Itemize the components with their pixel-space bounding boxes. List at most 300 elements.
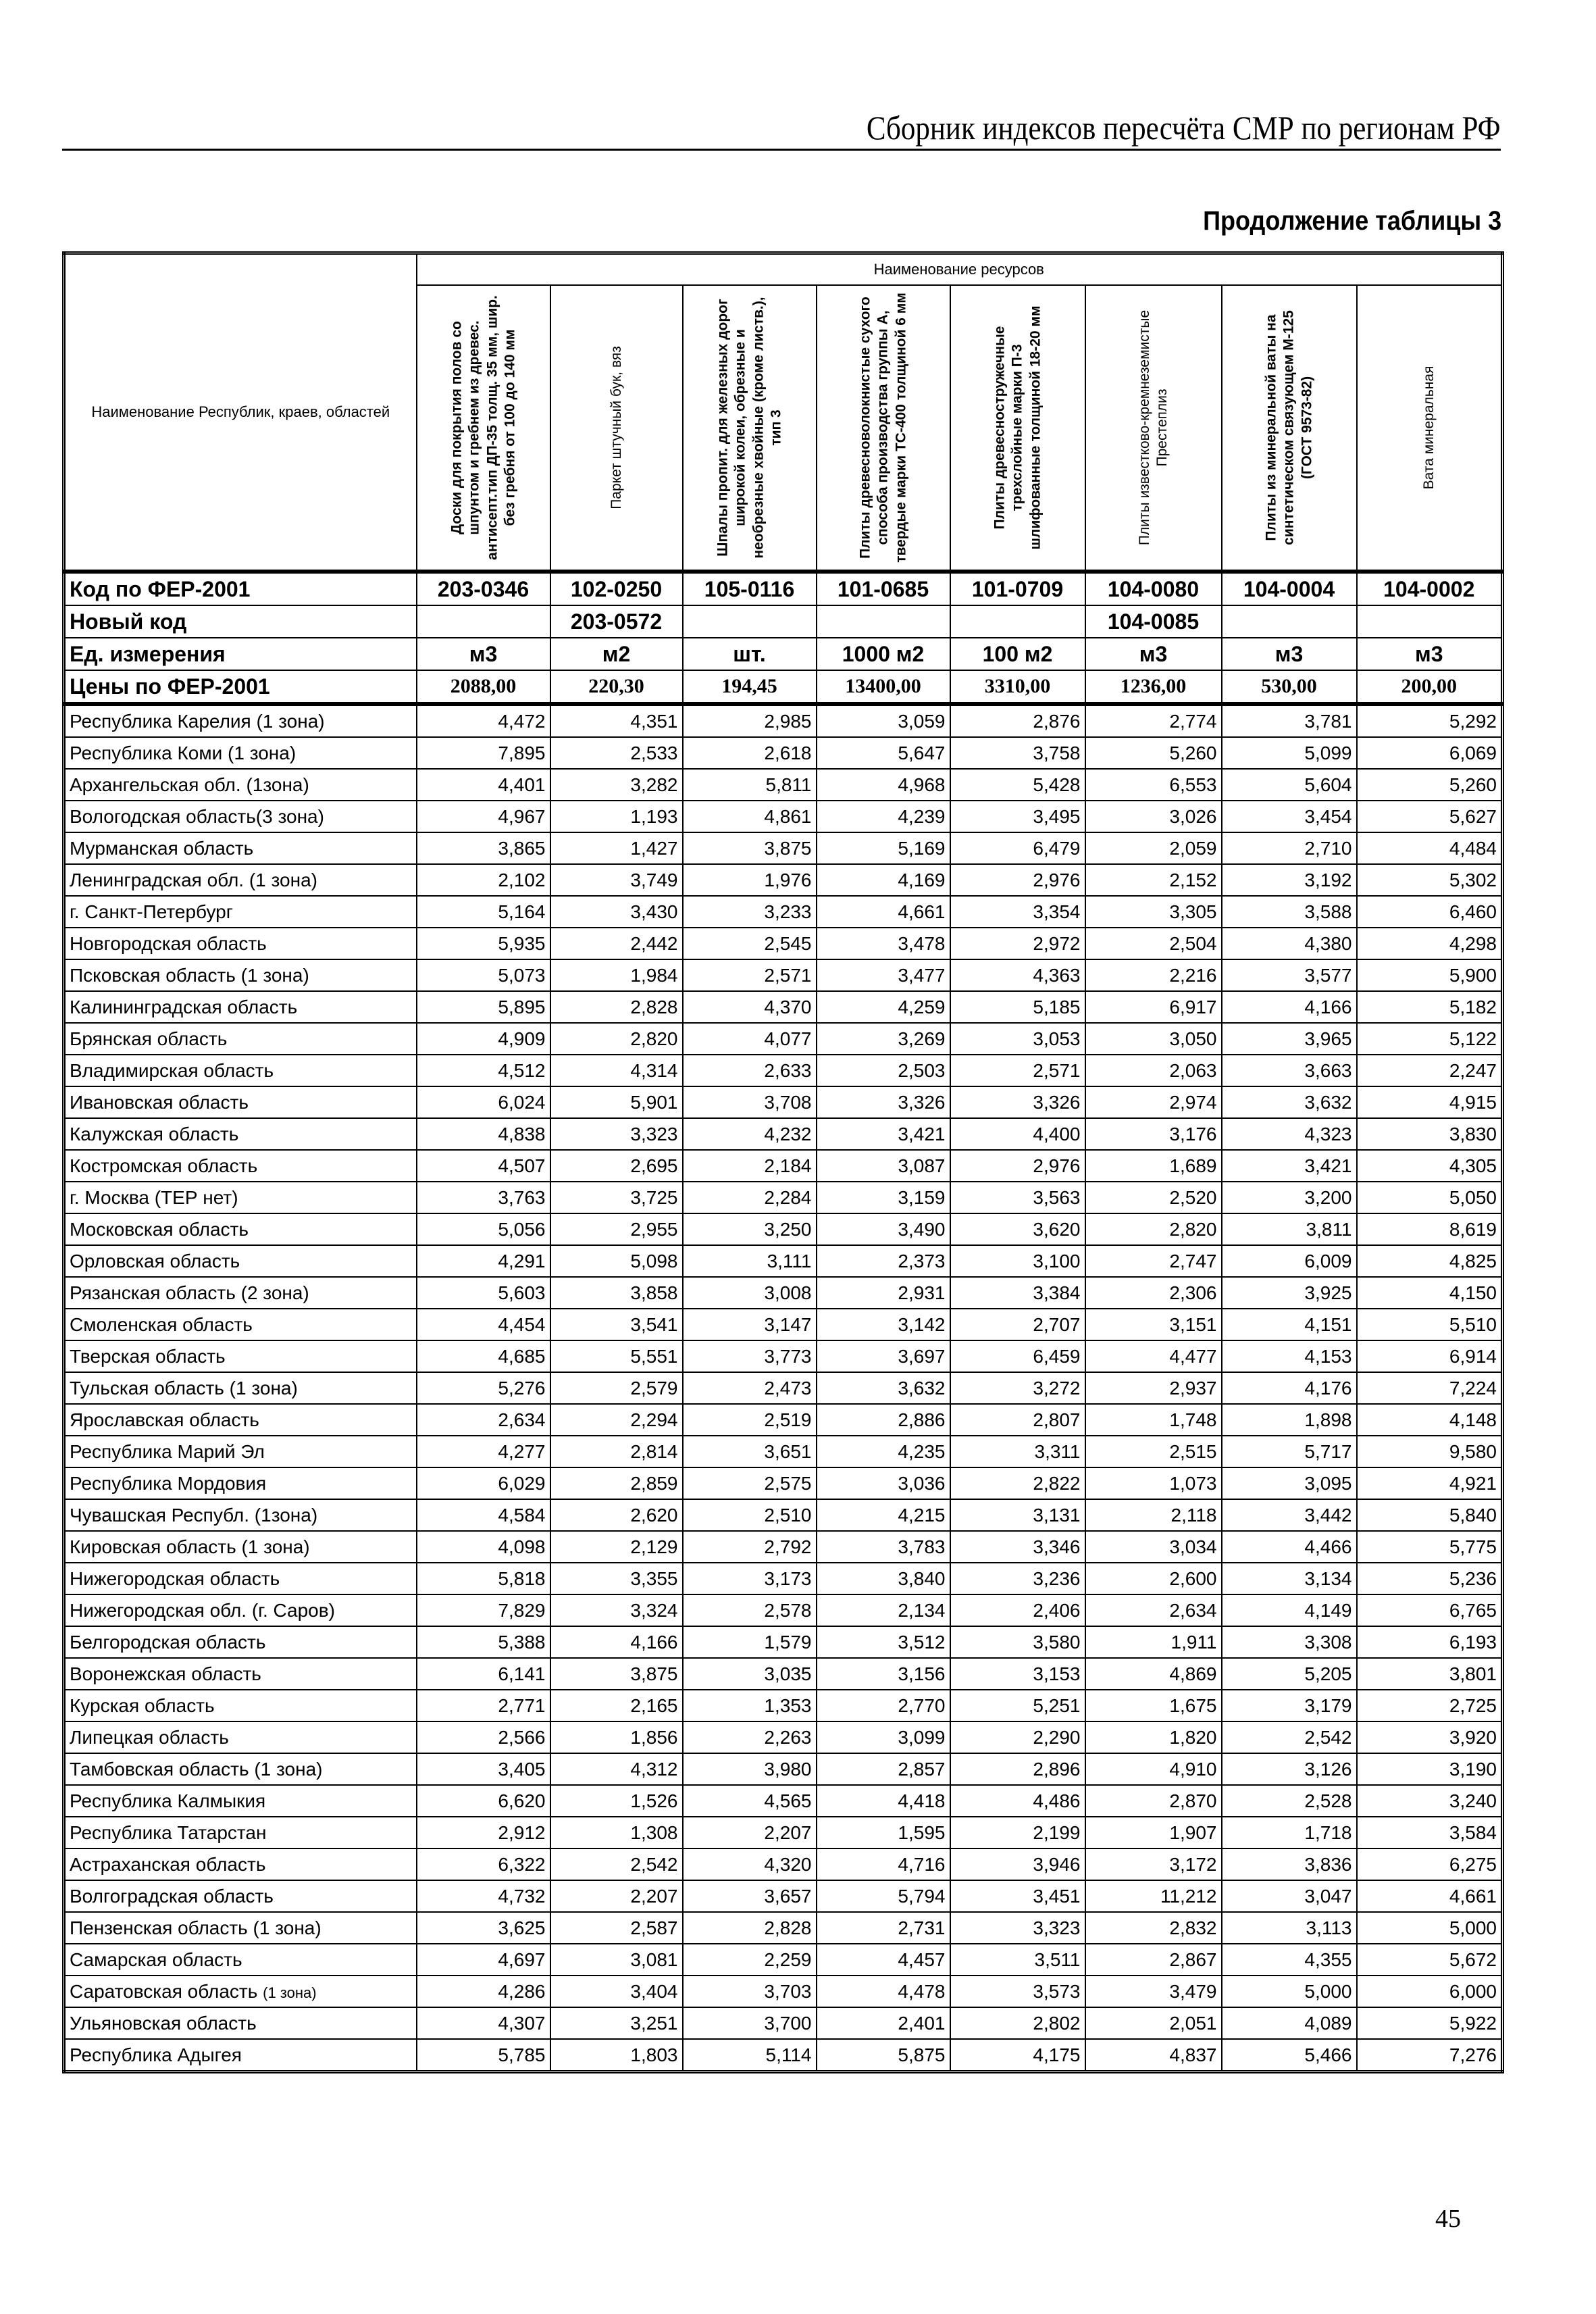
table-row (64, 1976, 1503, 2007)
region-name: Владимирская область (70, 1059, 274, 1081)
index-value-cell: 5,840 (1357, 1499, 1503, 1531)
index-value-cell: 6,193 (1357, 1626, 1503, 1658)
index-value-cell: 3,236 (950, 1563, 1085, 1594)
index-value-cell: 2,504 (1085, 928, 1222, 959)
table-row (64, 1309, 1503, 1340)
index-value-cell: 2,634 (417, 1404, 550, 1436)
index-value-cell: 5,811 (683, 769, 817, 801)
resource-column-label: Паркет штучный бук, вяз (608, 346, 624, 509)
region-name-cell (64, 1976, 417, 2007)
index-value-cell: 4,486 (950, 1785, 1085, 1817)
index-value-cell: 2,290 (950, 1721, 1085, 1753)
index-value-cell: 3,324 (550, 1594, 683, 1626)
index-value-cell: 2,216 (1085, 959, 1222, 991)
index-value-cell: 3,008 (683, 1277, 817, 1309)
table-row (64, 769, 1503, 801)
index-value-cell: 3,240 (1357, 1785, 1503, 1817)
index-value-cell: 4,149 (1222, 1594, 1357, 1626)
index-value-cell: 5,900 (1357, 959, 1503, 991)
index-value-cell: 2,059 (1085, 832, 1222, 864)
region-name: Республика Коми (1 зона) (70, 742, 297, 763)
index-value-cell: 4,166 (1222, 991, 1357, 1023)
index-value-cell: 2,857 (817, 1753, 950, 1785)
index-value-cell: 6,141 (417, 1658, 550, 1690)
index-value-cell: 3,059 (817, 704, 950, 737)
index-value-cell: 3,703 (683, 1976, 817, 2007)
index-value-cell: 3,099 (817, 1721, 950, 1753)
index-value-cell: 4,380 (1222, 928, 1357, 959)
region-name-cell (64, 1436, 417, 1467)
region-name: Московская область (70, 1218, 249, 1240)
index-value-cell: 5,901 (550, 1086, 683, 1118)
region-name-cell (64, 1213, 417, 1245)
index-value-cell: 4,323 (1222, 1118, 1357, 1150)
index-value-cell: 3,625 (417, 1912, 550, 1944)
index-value-cell: 2,802 (950, 2007, 1085, 2039)
index-value-cell: 4,454 (417, 1309, 550, 1340)
index-value-cell: 5,050 (1357, 1182, 1503, 1213)
index-value-cell: 5,302 (1357, 864, 1503, 896)
table-row (64, 1944, 1503, 1976)
index-value-cell: 5,205 (1222, 1658, 1357, 1690)
index-value-cell: 1,595 (817, 1817, 950, 1848)
index-value-cell: 4,861 (683, 801, 817, 832)
index-value-cell: 2,134 (817, 1594, 950, 1626)
index-value-cell: 3,421 (817, 1118, 950, 1150)
region-name: Новгородская область (70, 932, 267, 954)
index-value-cell: 3,151 (1085, 1309, 1222, 1340)
meta-value: 102-0250 (550, 572, 683, 605)
index-value-cell: 1,898 (1222, 1404, 1357, 1436)
meta-value (1357, 605, 1503, 638)
page-header-title: Сборник индексов пересчёта СМР по регионам РФ (867, 109, 1501, 147)
index-value-cell: 2,199 (950, 1817, 1085, 1848)
index-value-cell: 5,000 (1222, 1976, 1357, 2007)
index-value-cell: 3,384 (950, 1277, 1085, 1309)
region-name-cell (64, 1785, 417, 1817)
index-value-cell: 3,580 (950, 1626, 1085, 1658)
region-name: Ульяновская область (70, 2012, 257, 2034)
index-value-cell: 2,566 (417, 1721, 550, 1753)
meta-value: 1000 м2 (817, 638, 950, 670)
index-value-cell: 3,053 (950, 1023, 1085, 1055)
index-value-cell: 2,820 (550, 1023, 683, 1055)
index-value-cell: 3,783 (817, 1531, 950, 1563)
region-name-cell (64, 1721, 417, 1753)
resource-column-label: Шпалы пропит. для железных дорог широкой колеи, обрезные и необрезные хвойные (кроме листв.), тип 3 (715, 297, 783, 559)
region-zone-suffix: (1 зона) (263, 1984, 317, 2001)
index-value-cell: 4,232 (683, 1118, 817, 1150)
index-value-cell: 2,306 (1085, 1277, 1222, 1309)
index-value-cell: 2,985 (683, 704, 817, 737)
index-value-cell: 3,773 (683, 1340, 817, 1372)
index-value-cell: 3,305 (1085, 896, 1222, 928)
meta-value: 1236,00 (1085, 670, 1222, 704)
index-value-cell: 5,647 (817, 737, 950, 769)
table-row (64, 864, 1503, 896)
index-value-cell: 4,370 (683, 991, 817, 1023)
meta-value: м3 (1357, 638, 1503, 670)
index-value-cell: 3,173 (683, 1563, 817, 1594)
index-value-cell: 2,571 (950, 1055, 1085, 1086)
index-value-cell: 4,697 (417, 1944, 550, 1976)
index-value-cell: 3,478 (817, 928, 950, 959)
index-value-cell: 6,322 (417, 1848, 550, 1880)
index-value-cell: 4,457 (817, 1944, 950, 1976)
meta-value: 104-0002 (1357, 572, 1503, 605)
index-value-cell: 3,111 (683, 1245, 817, 1277)
index-value-cell: 5,775 (1357, 1531, 1503, 1563)
index-value-cell: 1,193 (550, 801, 683, 832)
index-value-cell: 3,156 (817, 1658, 950, 1690)
region-name-cell (64, 1404, 417, 1436)
resource-column-header (417, 285, 550, 572)
index-value-cell: 2,473 (683, 1372, 817, 1404)
index-value-cell: 5,428 (950, 769, 1085, 801)
table-row (64, 704, 1503, 737)
region-name-cell (64, 1245, 417, 1277)
index-value-cell: 5,785 (417, 2039, 550, 2072)
index-value-cell: 4,235 (817, 1436, 950, 1467)
index-value-cell: 5,794 (817, 1880, 950, 1912)
index-value-cell: 4,148 (1357, 1404, 1503, 1436)
region-name-cell (64, 1531, 417, 1563)
index-value-cell: 3,405 (417, 1753, 550, 1785)
index-value-cell: 4,909 (417, 1023, 550, 1055)
index-value-cell: 4,661 (1357, 1880, 1503, 1912)
index-value-cell: 6,009 (1222, 1245, 1357, 1277)
index-value-cell: 2,545 (683, 928, 817, 959)
table-row (64, 1912, 1503, 1944)
region-name: Курская область (70, 1694, 215, 1716)
index-value-cell: 5,169 (817, 832, 950, 864)
index-value-cell: 3,272 (950, 1372, 1085, 1404)
meta-value: м3 (1222, 638, 1357, 670)
index-value-cell: 2,774 (1085, 704, 1222, 737)
index-value-cell: 4,320 (683, 1848, 817, 1880)
region-name: Липецкая область (70, 1726, 229, 1748)
region-name-cell (64, 1753, 417, 1785)
index-value-cell: 3,495 (950, 801, 1085, 832)
index-value-cell: 5,122 (1357, 1023, 1503, 1055)
region-name: Республика Марий Эл (70, 1440, 265, 1462)
index-value-cell: 3,836 (1222, 1848, 1357, 1880)
region-name: г. Москва (ТЕР нет) (70, 1186, 238, 1208)
index-value-cell: 1,976 (683, 864, 817, 896)
index-value-cell: 1,427 (550, 832, 683, 864)
index-value-cell: 11,212 (1085, 1880, 1222, 1912)
index-value-cell: 3,573 (950, 1976, 1085, 2007)
index-value-cell: 5,895 (417, 991, 550, 1023)
meta-row-code (64, 572, 1503, 605)
index-value-cell: 1,675 (1085, 1690, 1222, 1721)
index-value-cell: 2,207 (683, 1817, 817, 1848)
table-row (64, 1118, 1503, 1150)
index-value-cell: 3,035 (683, 1658, 817, 1690)
region-name: Ивановская область (70, 1091, 249, 1113)
index-value-cell: 2,771 (417, 1690, 550, 1721)
index-value-cell: 3,584 (1357, 1817, 1503, 1848)
index-value-cell: 2,165 (550, 1690, 683, 1721)
region-name-cell (64, 1690, 417, 1721)
index-value-cell: 3,159 (817, 1182, 950, 1213)
index-value-cell: 3,511 (950, 1944, 1085, 1976)
region-name-cell (64, 1182, 417, 1213)
index-value-cell: 3,651 (683, 1436, 817, 1467)
region-name-cell (64, 2007, 417, 2039)
region-name-cell (64, 1912, 417, 1944)
index-value-cell: 4,215 (817, 1499, 950, 1531)
index-value-cell: 2,822 (950, 1467, 1085, 1499)
index-value-cell: 3,442 (1222, 1499, 1357, 1531)
region-name: Брянская область (70, 1028, 228, 1049)
index-value-cell: 5,073 (417, 959, 550, 991)
index-value-cell: 3,404 (550, 1976, 683, 2007)
index-value-cell: 4,277 (417, 1436, 550, 1467)
table-row (64, 1055, 1503, 1086)
index-value-cell: 4,685 (417, 1340, 550, 1372)
index-value-cell: 3,047 (1222, 1880, 1357, 1912)
index-value-cell: 1,911 (1085, 1626, 1222, 1658)
index-value-cell: 3,801 (1357, 1658, 1503, 1690)
index-value-cell: 3,034 (1085, 1531, 1222, 1563)
region-name-cell (64, 1150, 417, 1182)
index-value-cell: 1,308 (550, 1817, 683, 1848)
index-value-cell: 5,604 (1222, 769, 1357, 801)
meta-value (417, 605, 550, 638)
index-value-cell: 2,633 (683, 1055, 817, 1086)
index-value-cell: 3,430 (550, 896, 683, 928)
region-name-cell (64, 1563, 417, 1594)
index-value-cell: 2,051 (1085, 2007, 1222, 2039)
meta-value: шт. (683, 638, 817, 670)
index-value-cell: 3,126 (1222, 1753, 1357, 1785)
index-value-cell: 3,620 (950, 1213, 1085, 1245)
index-value-cell: 4,838 (417, 1118, 550, 1150)
resources-group-header: Наименование ресурсов (417, 253, 1503, 286)
region-name: Волгоградская область (70, 1885, 274, 1907)
index-value-cell: 4,176 (1222, 1372, 1357, 1404)
meta-value: 105-0116 (683, 572, 817, 605)
index-value-cell: 2,807 (950, 1404, 1085, 1436)
index-value-cell: 6,917 (1085, 991, 1222, 1023)
meta-value (683, 605, 817, 638)
index-value-cell: 2,859 (550, 1467, 683, 1499)
table-row (64, 1245, 1503, 1277)
index-value-cell: 3,355 (550, 1563, 683, 1594)
index-value-cell: 1,748 (1085, 1404, 1222, 1436)
region-name: Рязанская область (2 зона) (70, 1282, 309, 1303)
page-header (62, 108, 1501, 151)
region-name: Калужская область (70, 1123, 239, 1145)
index-value-cell: 6,024 (417, 1086, 550, 1118)
index-value-cell: 2,937 (1085, 1372, 1222, 1404)
index-value-cell: 1,984 (550, 959, 683, 991)
index-value-cell: 4,314 (550, 1055, 683, 1086)
table-body (64, 572, 1503, 2072)
index-value-cell: 4,661 (817, 896, 950, 928)
index-value-cell: 1,820 (1085, 1721, 1222, 1753)
index-value-cell: 2,519 (683, 1404, 817, 1436)
resource-column-header (683, 285, 817, 572)
index-value-cell: 3,454 (1222, 801, 1357, 832)
index-value-cell: 4,153 (1222, 1340, 1357, 1372)
index-value-cell: 4,169 (817, 864, 950, 896)
index-value-cell: 2,814 (550, 1436, 683, 1467)
index-value-cell: 5,185 (950, 991, 1085, 1023)
meta-row-unit (64, 638, 1503, 670)
index-value-cell: 9,580 (1357, 1436, 1503, 1467)
index-value-cell: 5,922 (1357, 2007, 1503, 2039)
table-row (64, 801, 1503, 832)
index-value-cell: 2,578 (683, 1594, 817, 1626)
table-row (64, 1785, 1503, 1817)
table-row (64, 1404, 1503, 1436)
index-value-cell: 2,406 (950, 1594, 1085, 1626)
meta-label: Цены по ФЕР-2001 (64, 670, 417, 704)
table-row (64, 1086, 1503, 1118)
table-row (64, 832, 1503, 864)
index-value-cell: 5,292 (1357, 704, 1503, 737)
region-name: Вологодская область(3 зона) (70, 805, 324, 827)
index-value-cell: 2,510 (683, 1499, 817, 1531)
region-name: Орловская область (70, 1250, 240, 1272)
index-value-cell: 4,151 (1222, 1309, 1357, 1340)
index-value-cell: 5,251 (950, 1690, 1085, 1721)
region-name-cell (64, 1372, 417, 1404)
index-value-cell: 7,276 (1357, 2039, 1503, 2072)
index-value-cell: 3,134 (1222, 1563, 1357, 1594)
index-value-cell: 2,828 (683, 1912, 817, 1944)
index-value-cell: 3,100 (950, 1245, 1085, 1277)
index-value-cell: 5,164 (417, 896, 550, 928)
table-row (64, 991, 1503, 1023)
index-value-cell: 4,418 (817, 1785, 950, 1817)
table-row (64, 1150, 1503, 1182)
index-value-cell: 3,026 (1085, 801, 1222, 832)
index-value-cell: 4,291 (417, 1245, 550, 1277)
index-value-cell: 2,571 (683, 959, 817, 991)
index-value-cell: 4,716 (817, 1848, 950, 1880)
index-value-cell: 3,308 (1222, 1626, 1357, 1658)
table-row (64, 928, 1503, 959)
index-value-cell: 4,286 (417, 1976, 550, 2007)
index-value-cell: 3,708 (683, 1086, 817, 1118)
table-row (64, 1563, 1503, 1594)
region-name-cell (64, 1340, 417, 1372)
meta-value: 203-0346 (417, 572, 550, 605)
index-value-cell: 3,758 (950, 737, 1085, 769)
index-value-cell: 3,095 (1222, 1467, 1357, 1499)
index-value-cell: 4,355 (1222, 1944, 1357, 1976)
index-value-cell: 2,442 (550, 928, 683, 959)
index-value-cell: 3,541 (550, 1309, 683, 1340)
index-value-cell: 6,275 (1357, 1848, 1503, 1880)
index-value-cell: 4,825 (1357, 1245, 1503, 1277)
index-value-cell: 4,089 (1222, 2007, 1357, 2039)
index-value-cell: 3,697 (817, 1340, 950, 1372)
region-name-cell (64, 1055, 417, 1086)
region-name-cell (64, 801, 417, 832)
meta-label: Ед. измерения (64, 638, 417, 670)
region-name: Тамбовская область (1 зона) (70, 1758, 323, 1780)
meta-value: 104-0085 (1085, 605, 1222, 638)
index-value-cell: 5,098 (550, 1245, 683, 1277)
index-value-cell: 3,250 (683, 1213, 817, 1245)
region-name: Республика Калмыкия (70, 1790, 266, 1811)
meta-value: 101-0685 (817, 572, 950, 605)
index-value-cell: 4,921 (1357, 1467, 1503, 1499)
index-value-cell: 2,184 (683, 1150, 817, 1182)
index-value-cell: 4,967 (417, 801, 550, 832)
table-row (64, 959, 1503, 991)
index-value-cell: 4,175 (950, 2039, 1085, 2072)
index-value-cell: 3,925 (1222, 1277, 1357, 1309)
index-value-cell: 5,717 (1222, 1436, 1357, 1467)
index-value-cell: 2,587 (550, 1912, 683, 1944)
meta-value: м2 (550, 638, 683, 670)
index-value-cell: 2,575 (683, 1467, 817, 1499)
index-value-cell: 5,236 (1357, 1563, 1503, 1594)
index-value-cell: 3,172 (1085, 1848, 1222, 1880)
region-name-cell (64, 1467, 417, 1499)
index-value-cell: 2,542 (1222, 1721, 1357, 1753)
index-value-cell: 3,147 (683, 1309, 817, 1340)
index-value-cell: 5,056 (417, 1213, 550, 1245)
region-name: Тверская область (70, 1345, 226, 1367)
meta-value: 104-0080 (1085, 572, 1222, 605)
region-name: Смоленская область (70, 1313, 253, 1335)
index-value-cell: 2,579 (550, 1372, 683, 1404)
index-value-cell: 4,466 (1222, 1531, 1357, 1563)
index-value-cell: 3,176 (1085, 1118, 1222, 1150)
index-value-cell: 5,114 (683, 2039, 817, 2072)
resource-column-header (1357, 285, 1503, 572)
table-row (64, 1213, 1503, 1245)
region-name-cell (64, 1499, 417, 1531)
index-value-cell: 3,233 (683, 896, 817, 928)
index-value-cell: 5,260 (1085, 737, 1222, 769)
index-value-cell: 5,099 (1222, 737, 1357, 769)
table-caption: Продолжение таблицы 3 (1202, 206, 1501, 236)
index-value-cell: 4,077 (683, 1023, 817, 1055)
index-value-cell: 4,305 (1357, 1150, 1503, 1182)
index-value-cell: 3,763 (417, 1182, 550, 1213)
index-value-cell: 3,490 (817, 1213, 950, 1245)
resource-column-label: Доски для покрытия полов со шпунтом и гребнем из древес. антисепт.тип ДП-35 толщ. 35 мм, шир. без гребня от 100 до 140 мм (448, 295, 517, 560)
index-value-cell: 2,129 (550, 1531, 683, 1563)
region-name-cell (64, 1594, 417, 1626)
index-value-cell: 4,478 (817, 1976, 950, 2007)
index-value-cell: 5,182 (1357, 991, 1503, 1023)
index-value-cell: 3,830 (1357, 1118, 1503, 1150)
region-name-cell (64, 1848, 417, 1880)
index-value-cell: 5,551 (550, 1340, 683, 1372)
index-value-cell: 2,972 (950, 928, 1085, 959)
table-row (64, 1436, 1503, 1467)
region-name: Республика Татарстан (70, 1821, 267, 1843)
meta-value: м3 (1085, 638, 1222, 670)
index-value-cell: 3,875 (683, 832, 817, 864)
index-value-cell: 4,910 (1085, 1753, 1222, 1785)
meta-value: 100 м2 (950, 638, 1085, 670)
meta-value (1222, 605, 1357, 638)
region-name: Республика Адыгея (70, 2044, 242, 2065)
index-value-cell: 5,388 (417, 1626, 550, 1658)
index-value-cell: 5,603 (417, 1277, 550, 1309)
table-row (64, 1499, 1503, 1531)
index-value-cell: 6,620 (417, 1785, 550, 1817)
